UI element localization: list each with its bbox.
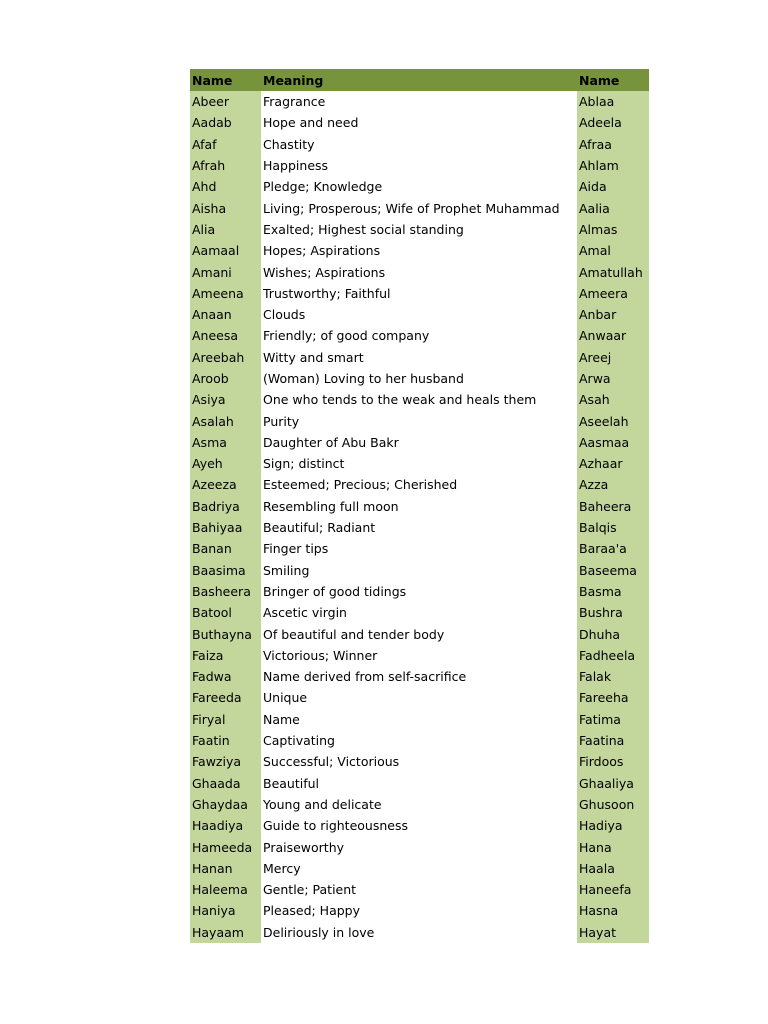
cell-meaning: Deliriously in love [261, 922, 577, 943]
cell-name: Firyal [190, 709, 261, 730]
cell-meaning: Young and delicate [261, 794, 577, 815]
cell-meaning: Successful; Victorious [261, 751, 577, 772]
table-row [190, 623, 649, 644]
table-body [190, 91, 649, 943]
cell-name: Aroob [190, 368, 261, 389]
table-row [190, 879, 649, 900]
cell-name-2: Aasmaa [577, 432, 649, 453]
table-row [190, 581, 649, 602]
cell-name: Ayeh [190, 453, 261, 474]
cell-name: Haleema [190, 879, 261, 900]
cell-name-2: Hayat [577, 922, 649, 943]
cell-meaning: Gentle; Patient [261, 879, 577, 900]
cell-name-2: Aseelah [577, 410, 649, 431]
cell-name: Baasima [190, 560, 261, 581]
cell-name: Asma [190, 432, 261, 453]
cell-name-2: Fadheela [577, 645, 649, 666]
cell-meaning: (Woman) Loving to her husband [261, 368, 577, 389]
table-row [190, 261, 649, 282]
cell-name-2: Firdoos [577, 751, 649, 772]
cell-name: Aadab [190, 112, 261, 133]
cell-name: Batool [190, 602, 261, 623]
cell-name-2: Almas [577, 219, 649, 240]
cell-name-2: Ghusoon [577, 794, 649, 815]
table-row [190, 474, 649, 495]
cell-meaning: Sign; distinct [261, 453, 577, 474]
cell-name-2: Ameera [577, 283, 649, 304]
cell-meaning: Name derived from self-sacrifice [261, 666, 577, 687]
cell-meaning: Exalted; Highest social standing [261, 219, 577, 240]
cell-name-2: Baseema [577, 560, 649, 581]
table-row [190, 176, 649, 197]
cell-name: Ghaydaa [190, 794, 261, 815]
header-row [190, 69, 649, 91]
cell-name-2: Amatullah [577, 261, 649, 282]
cell-name-2: Afraa [577, 134, 649, 155]
cell-name-2: Asah [577, 389, 649, 410]
cell-meaning: Hope and need [261, 112, 577, 133]
cell-name-2: Haneefa [577, 879, 649, 900]
table-row [190, 347, 649, 368]
cell-meaning: Living; Prosperous; Wife of Prophet Muhammad [261, 197, 577, 218]
cell-name: Basheera [190, 581, 261, 602]
table-row [190, 283, 649, 304]
cell-meaning: Chastity [261, 134, 577, 155]
cell-name: Aneesa [190, 325, 261, 346]
cell-name: Asiya [190, 389, 261, 410]
table-row [190, 602, 649, 623]
cell-name: Ghaada [190, 773, 261, 794]
table-row [190, 368, 649, 389]
cell-name: Hayaam [190, 922, 261, 943]
cell-meaning: One who tends to the weak and heals them [261, 389, 577, 410]
cell-name-2: Haala [577, 858, 649, 879]
table-row [190, 900, 649, 921]
table-row [190, 815, 649, 836]
cell-name: Fawziya [190, 751, 261, 772]
cell-meaning: Friendly; of good company [261, 325, 577, 346]
cell-name: Aisha [190, 197, 261, 218]
cell-name: Ahd [190, 176, 261, 197]
cell-meaning: Guide to righteousness [261, 815, 577, 836]
cell-name-2: Anwaar [577, 325, 649, 346]
cell-name-2: Falak [577, 666, 649, 687]
cell-name-2: Aida [577, 176, 649, 197]
cell-meaning: Name [261, 709, 577, 730]
cell-name-2: Azhaar [577, 453, 649, 474]
cell-name: Faiza [190, 645, 261, 666]
cell-name-2: Dhuha [577, 623, 649, 644]
cell-name: Alia [190, 219, 261, 240]
header-name-2: Name [577, 69, 649, 91]
cell-meaning: Trustworthy; Faithful [261, 283, 577, 304]
cell-meaning: Pleased; Happy [261, 900, 577, 921]
cell-name: Afrah [190, 155, 261, 176]
cell-name: Abeer [190, 91, 261, 112]
cell-name: Buthayna [190, 623, 261, 644]
cell-name: Afaf [190, 134, 261, 155]
cell-name: Badriya [190, 496, 261, 517]
cell-name-2: Anbar [577, 304, 649, 325]
table-row [190, 91, 649, 112]
cell-meaning: Beautiful [261, 773, 577, 794]
cell-name-2: Fatima [577, 709, 649, 730]
cell-meaning: Bringer of good tidings [261, 581, 577, 602]
table-row [190, 219, 649, 240]
header-name: Name [190, 69, 261, 91]
cell-name: Fareeda [190, 687, 261, 708]
cell-meaning: Happiness [261, 155, 577, 176]
cell-name-2: Ghaaliya [577, 773, 649, 794]
cell-name-2: Ablaa [577, 91, 649, 112]
table-row [190, 858, 649, 879]
cell-name-2: Hasna [577, 900, 649, 921]
cell-name: Hameeda [190, 836, 261, 857]
cell-name-2: Hana [577, 836, 649, 857]
cell-meaning: Purity [261, 410, 577, 431]
cell-meaning: Witty and smart [261, 347, 577, 368]
table-row [190, 155, 649, 176]
cell-meaning: Praiseworthy [261, 836, 577, 857]
table-row [190, 836, 649, 857]
cell-meaning: Esteemed; Precious; Cherished [261, 474, 577, 495]
cell-meaning: Ascetic virgin [261, 602, 577, 623]
table-row [190, 134, 649, 155]
table-row [190, 773, 649, 794]
cell-meaning: Hopes; Aspirations [261, 240, 577, 261]
cell-name-2: Basma [577, 581, 649, 602]
table-row [190, 197, 649, 218]
cell-name: Anaan [190, 304, 261, 325]
cell-meaning: Pledge; Knowledge [261, 176, 577, 197]
cell-name: Amani [190, 261, 261, 282]
cell-name: Ameena [190, 283, 261, 304]
cell-name: Haniya [190, 900, 261, 921]
cell-name: Haadiya [190, 815, 261, 836]
table-row [190, 709, 649, 730]
cell-name: Azeeza [190, 474, 261, 495]
cell-meaning: Clouds [261, 304, 577, 325]
cell-meaning: Beautiful; Radiant [261, 517, 577, 538]
table-row [190, 453, 649, 474]
cell-name: Bahiyaa [190, 517, 261, 538]
table-row [190, 432, 649, 453]
cell-name-2: Baraa'a [577, 538, 649, 559]
table-row [190, 794, 649, 815]
table-row [190, 410, 649, 431]
cell-meaning: Unique [261, 687, 577, 708]
cell-name-2: Arwa [577, 368, 649, 389]
cell-meaning: Daughter of Abu Bakr [261, 432, 577, 453]
table-row [190, 240, 649, 261]
cell-name: Areebah [190, 347, 261, 368]
cell-name-2: Ahlam [577, 155, 649, 176]
cell-name-2: Amal [577, 240, 649, 261]
cell-meaning: Finger tips [261, 538, 577, 559]
cell-name: Faatin [190, 730, 261, 751]
cell-name-2: Baheera [577, 496, 649, 517]
cell-meaning: Resembling full moon [261, 496, 577, 517]
cell-name: Fadwa [190, 666, 261, 687]
table-row [190, 730, 649, 751]
table-row [190, 538, 649, 559]
cell-name-2: Areej [577, 347, 649, 368]
cell-meaning: Wishes; Aspirations [261, 261, 577, 282]
cell-meaning: Victorious; Winner [261, 645, 577, 666]
names-sheet [190, 69, 649, 943]
table-row [190, 304, 649, 325]
cell-name-2: Aalia [577, 197, 649, 218]
table-row [190, 645, 649, 666]
table-row [190, 496, 649, 517]
table-row [190, 751, 649, 772]
cell-meaning: Captivating [261, 730, 577, 751]
cell-name: Asalah [190, 410, 261, 431]
cell-meaning: Smiling [261, 560, 577, 581]
table-row [190, 666, 649, 687]
cell-meaning: Mercy [261, 858, 577, 879]
table-row [190, 687, 649, 708]
cell-name-2: Fareeha [577, 687, 649, 708]
cell-meaning: Fragrance [261, 91, 577, 112]
cell-name-2: Adeela [577, 112, 649, 133]
names-table [190, 69, 649, 943]
cell-name-2: Faatina [577, 730, 649, 751]
cell-name-2: Bushra [577, 602, 649, 623]
cell-meaning: Of beautiful and tender body [261, 623, 577, 644]
cell-name-2: Hadiya [577, 815, 649, 836]
cell-name: Hanan [190, 858, 261, 879]
table-row [190, 112, 649, 133]
cell-name-2: Balqis [577, 517, 649, 538]
header-meaning: Meaning [261, 69, 577, 91]
table-row [190, 922, 649, 943]
cell-name: Aamaal [190, 240, 261, 261]
table-row [190, 325, 649, 346]
cell-name-2: Azza [577, 474, 649, 495]
table-row [190, 517, 649, 538]
cell-name: Banan [190, 538, 261, 559]
table-row [190, 560, 649, 581]
table-row [190, 389, 649, 410]
